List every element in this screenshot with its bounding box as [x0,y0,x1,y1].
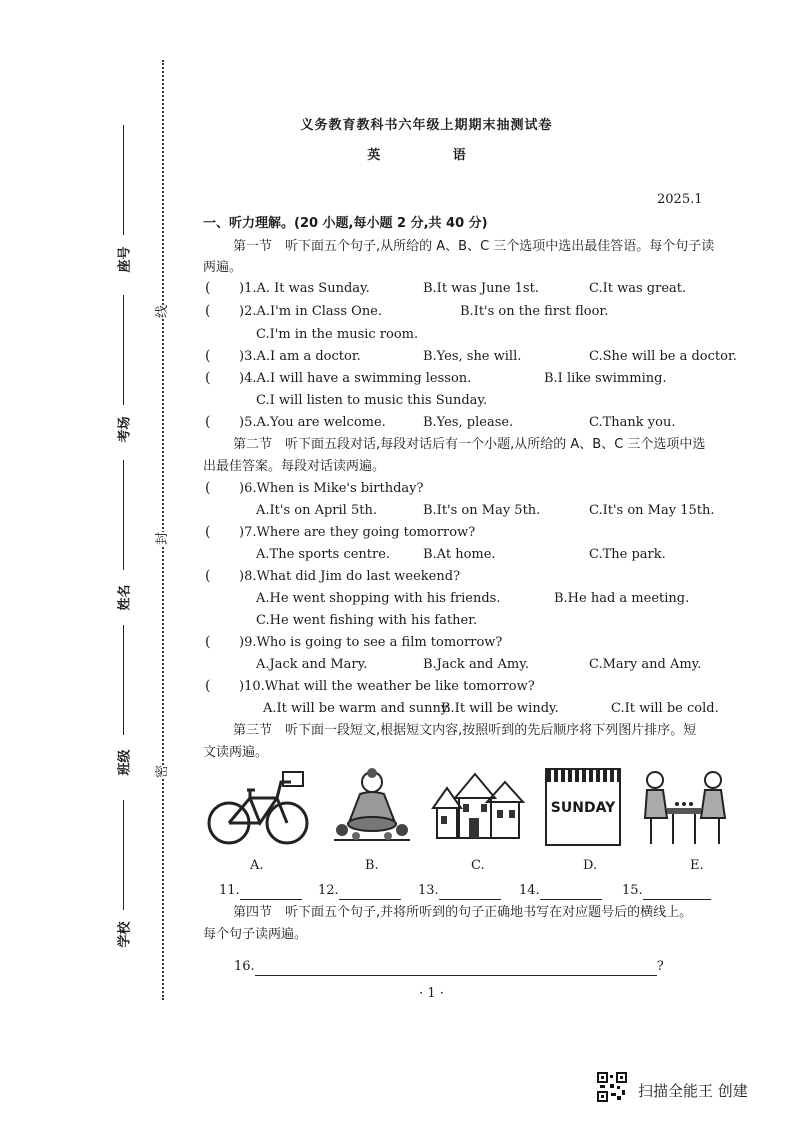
class-label: 班级 [117,749,133,776]
q10-option-a: A.It will be warm and sunny. [263,701,451,716]
q3-option-c: C.She will be a doctor. [589,349,737,364]
part1-instructions: 第一节 听下面五个句子,从所给的 A、B、C 三个选项中选出最佳答语。每个句子读 [233,239,715,254]
cut-word-feng: 封 [149,532,172,545]
exam-title: 义务教育教科书六年级上期期末抽测试卷 [300,118,553,133]
q3-option-a: )3.A.I am a doctor. [239,349,361,364]
q4-option-a: )4.A.I will have a swimming lesson. [239,371,472,386]
q4-option-c: C.I will listen to music this Sunday. [256,393,488,408]
q7-option-a: A.The sports centre. [256,547,391,562]
q9-option-b: B.Jack and Amy. [423,657,529,672]
school-line [123,800,124,910]
picture-label-a: A. [250,858,264,873]
q6-option-c: C.It's on May 15th. [589,503,715,518]
part1-instructions-cont: 两遍。 [203,260,243,275]
q5-option-a: )5.A.You are welcome. [239,415,386,430]
q9-option-a: A.Jack and Mary. [256,657,368,672]
part3-instructions: 第三节 听下面一段短文,根据短文内容,按照听到的先后顺序将下列图片排序。短 [233,723,697,738]
q3-option-b: B.Yes, she will. [423,349,522,364]
name-label: 姓名 [117,584,133,611]
q10-question: )10.What will the weather be like tomorrow? [239,679,535,694]
qr-code-icon [597,1072,627,1102]
cooking-grandma-icon [330,768,415,848]
q8-option-b: B.He had a meeting. [554,591,690,606]
chess-players-icon [637,768,732,848]
q8-option-a: A.He went shopping with his friends. [256,591,501,606]
bicycle-icon [205,768,310,848]
part3-instructions-cont: 文读两遍。 [203,745,269,760]
answer-paren-9[interactable]: ( [205,634,211,650]
calendar-icon [545,768,621,846]
answer-paren-3[interactable]: ( [205,348,211,364]
part4-instructions: 第四节 听下面五个句子,并将所听到的句子正确地书写在对应题号后的横线上。 [233,905,693,920]
cut-word-mi: 密 [149,765,172,778]
q9-question: )9.Who is going to see a film tomorrow? [239,635,503,650]
q9-option-c: C.Mary and Amy. [589,657,702,672]
answer-paren-4[interactable]: ( [205,370,211,386]
calendar-day-text: SUNDAY [550,800,616,816]
part4-instructions-cont: 每个句子读两遍。 [203,927,308,942]
picture-label-e: E. [690,858,704,873]
exam-date: 2025.1 [657,192,703,207]
q8-question: )8.What did Jim do last weekend? [239,569,461,584]
answer-paren-1[interactable]: ( [205,280,211,296]
blank-12-number: 12. [318,883,339,898]
q7-option-b: B.At home. [423,547,496,562]
class-line [123,625,124,735]
answer-paren-10[interactable]: ( [205,678,211,694]
blank-16[interactable] [234,958,664,976]
q4-option-b: B.I like swimming. [544,371,667,386]
school-label: 学校 [117,921,133,948]
cut-word-xian: 线 [149,305,172,318]
houses-icon [425,768,530,848]
seat-number-line [123,125,124,235]
exam-room-line [123,295,124,405]
q2-option-a: )2.A.I'm in Class One. [239,304,383,319]
q7-question: )7.Where are they going tomorrow? [239,525,476,540]
part2-instructions-cont: 出最佳答案。每段对话读两遍。 [203,459,386,474]
blank-12[interactable] [318,882,401,900]
q1-option-a: )1.A. It was Sunday. [239,281,370,296]
q7-option-c: C.The park. [589,547,666,562]
answer-paren-2[interactable]: ( [205,303,211,319]
q10-option-c: C.It will be cold. [611,701,719,716]
answer-paren-6[interactable]: ( [205,480,211,496]
binding-dotted-line [162,60,164,1000]
blank-16-number: 16. [234,959,255,974]
q6-question: )6.When is Mike's birthday? [239,481,424,496]
q10-option-b: B.It will be windy. [441,701,559,716]
blank-16-end: ? [656,959,664,974]
blank-13-number: 13. [418,883,439,898]
blank-11-number: 11. [219,883,240,898]
blank-15-number: 15. [622,883,643,898]
calendar-binding [547,770,619,782]
q2-option-b: B.It's on the first floor. [460,304,609,319]
q2-option-c: C.I'm in the music room. [256,327,419,342]
answer-paren-8[interactable]: ( [205,568,211,584]
q1-option-c: C.It was great. [589,281,687,296]
blank-14[interactable] [519,882,602,900]
q5-option-c: C.Thank you. [589,415,676,430]
answer-paren-7[interactable]: ( [205,524,211,540]
exam-room-label: 考场 [117,416,133,443]
q1-option-b: B.It was June 1st. [423,281,539,296]
blank-15[interactable] [622,882,711,900]
seat-number-label: 座号 [117,246,133,273]
scanner-watermark: 扫描全能王 创建 [638,1082,748,1100]
subject-title: 英 语 [367,148,500,163]
picture-label-d: D. [583,858,598,873]
name-line [123,460,124,570]
blank-14-number: 14. [519,883,540,898]
blank-13[interactable] [418,882,501,900]
answer-paren-5[interactable]: ( [205,414,211,430]
q6-option-a: A.It's on April 5th. [256,503,377,518]
picture-label-b: B. [365,858,379,873]
part2-instructions: 第二节 听下面五段对话,每段对话后有一个小题,从所给的 A、B、C 三个选项中选 [233,437,706,452]
picture-label-c: C. [471,858,485,873]
blank-11[interactable] [219,882,302,900]
page-number: · 1 · [419,986,444,1001]
section-heading: 一、听力理解。(20 小题,每小题 2 分,共 40 分) [203,216,488,231]
q6-option-b: B.It's on May 5th. [423,503,541,518]
q5-option-b: B.Yes, please. [423,415,514,430]
q8-option-c: C.He went fishing with his father. [256,613,478,628]
